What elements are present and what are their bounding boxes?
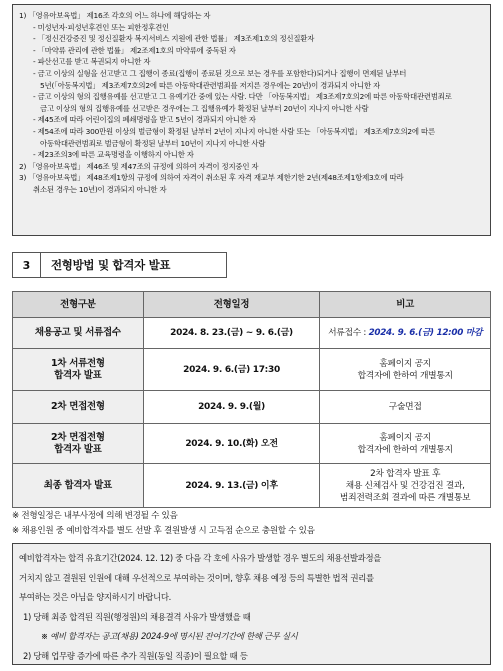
schedule-table [12, 291, 491, 508]
reserve-line: 부여하는 것은 아님을 양지하시기 바랍니다. [19, 592, 172, 603]
header-stage: 전형구분 [13, 292, 144, 318]
qual-line: 금고 이상의 형의 집행유예를 선고받은 경우에는 그 집행유예가 확정된 날부터 20년이 지나지 아니한 사람 [40, 103, 369, 113]
qual-line: 1) 「영유아보육법」 제16조 각호의 어느 하나에 해당하는 자 [19, 11, 211, 20]
note-cell [320, 464, 491, 508]
table-row [13, 424, 491, 464]
stage-cell [13, 318, 144, 349]
stage-text: 2차 면접전형 [51, 401, 105, 412]
note-text: 2차 합격자 발표 후 [370, 468, 441, 479]
table-row [13, 318, 491, 349]
table-header-row [13, 292, 491, 318]
qual-line: - 파산선고를 받고 복권되지 아니한 자 [33, 57, 151, 67]
qual-line: 아동학대관련범죄로 벌금형이 확정된 날부터 10년이 지나지 아니한 사람 [40, 138, 266, 148]
schedule-notes [12, 509, 491, 539]
note-text: 홈페이지 공지 [379, 358, 431, 369]
qual-line: - 제45조에 따라 어린이집의 폐쇄명령을 받고 5년이 경과되지 아니한 자 [33, 115, 256, 125]
stage-cell [13, 464, 144, 508]
note-text: 합격자에 한하여 개별통지 [357, 444, 453, 455]
date-cell: 2024. 9. 9.(월) [143, 391, 320, 424]
date-cell: 2024. 8. 23.(금) ~ 9. 6.(금) [143, 318, 320, 349]
date-cell: 2024. 9. 13.(금) 이후 [143, 464, 320, 508]
table-row [13, 349, 491, 391]
note-text: 합격자에 한하여 개별통지 [357, 370, 453, 381]
section-heading [12, 252, 227, 278]
qual-line: 3) 「영유아보육법」 제48조제1항의 규정에 의하여 자격이 취소된 후 자격 재교부 제한기한 2년(제48조제1항제3호에 따라 [19, 173, 404, 183]
disqualification-box [12, 4, 491, 236]
qual-line: - 「정신건강증진 및 정신질환자 복지서비스 지원에 관한 법률」 제3조제1호의 정신질환자 [33, 34, 315, 44]
stage-cell [13, 424, 144, 464]
reserve-line: 예비합격자는 합격 유효기간(2024. 12. 12) 중 다음 각 호에 사유가 발생할 경우 별도의 채용선발과정을 [19, 553, 382, 563]
date-cell: 2024. 9. 10.(화) 오전 [143, 424, 320, 464]
qual-line: 5년(「아동복지법」 제3조제7호의2에 따른 아동학대관련범죄를 저지른 경우에는 20년)이 경과되지 아니한 자 [40, 80, 380, 90]
qual-line: - 미성년자·피성년후견인 또는 피한정후견인 [33, 22, 169, 32]
stage-cell [13, 391, 144, 424]
note-text: 채용 신체검사 및 건강검진 결과, [345, 480, 465, 491]
stage-text: 합격자 발표 [54, 369, 102, 381]
note-text: 구술면접 [388, 402, 422, 412]
deadline-highlight: 2024. 9. 6.(금) 12:00 마감 [368, 328, 483, 338]
note-prefix: 서류접수 : [328, 328, 369, 338]
note-cell [320, 424, 491, 464]
stage-text: 최종 합격자 발표 [43, 479, 112, 491]
reserve-line: 거치지 않고 결원된 인원에 대해 우선적으로 부여하는 것이며, 향후 채용 예정 등의 특별한 법적 권리를 [19, 572, 374, 583]
table-row [13, 391, 491, 424]
reserve-line: 1) 당해 최종 합격된 직원(행정원)의 채용결격 사유가 발생했을 때 [23, 611, 251, 622]
qual-line: 2) 「영유아보육법」 제46조 및 제47조의 규정에 의하여 자격이 정지중인 자 [19, 161, 259, 171]
stage-text: 합격자 발표 [54, 443, 102, 455]
header-note: 비고 [320, 292, 491, 318]
header-date: 전형일정 [143, 292, 320, 318]
note-cell [320, 349, 491, 391]
qual-line: - 제23조의3에 따른 교육명령을 이행하지 아니한 자 [33, 150, 194, 160]
qual-line: - 「마약류 관리에 관한 법률」 제2조제1호의 마약류에 중독된 자 [33, 45, 236, 55]
date-cell: 2024. 9. 6.(금) 17:30 [143, 349, 320, 391]
note-text: 범죄전력조회 결과에 따른 개별통보 [339, 492, 471, 503]
qual-line: - 제54조에 따라 300만원 이상의 벌금형이 확정된 날부터 2년이 지나지 아니한 사람 또는 「아동복지법」 제3조제7호의2에 따른 [33, 126, 435, 136]
note-cell [320, 318, 491, 349]
stage-text: 채용공고 및 서류접수 [34, 327, 121, 338]
stage-text: 2차 면접전형 [51, 431, 105, 443]
note-text: 홈페이지 공지 [379, 432, 431, 443]
qual-line: - 금고 이상의 형의 집행유예를 선고받고 그 유예기간 중에 있는 사람. 다만 「아동복지법」 제3조제7호의2에 따른 아동학대관련범죄로 [33, 92, 452, 102]
reserve-line: ※ 예비 합격자는 공고(채용) 2024-9에 명시된 잔여기간에 한해 근무 실시 [41, 631, 298, 642]
qual-line: - 금고 이상의 실형을 선고받고 그 집행이 종료(집행이 종료된 것으로 보는 경우를 포함한다)되거나 집행이 면제된 날부터 [33, 68, 407, 78]
section-number: 3 [13, 253, 41, 277]
note-line: ※ 전형일정은 내부사정에 의해 변경될 수 있음 [12, 511, 178, 521]
reserve-line: 2) 당해 업무량 증가에 따른 추가 직원(동일 직종)이 필요할 때 등 [23, 650, 248, 661]
table-row [13, 464, 491, 508]
section-title: 전형방법 및 합격자 발표 [51, 258, 171, 272]
stage-text: 1차 서류전형 [51, 357, 105, 369]
note-line: ※ 채용인원 중 예비합격자를 별도 선발 후 결원발생 시 고득점 순으로 충원할 수 있음 [12, 526, 315, 536]
qual-line: 취소된 경우는 10년)이 경과되지 아니한 자 [33, 184, 167, 194]
stage-cell [13, 349, 144, 391]
reserve-candidate-box [12, 543, 491, 665]
note-cell [320, 391, 491, 424]
